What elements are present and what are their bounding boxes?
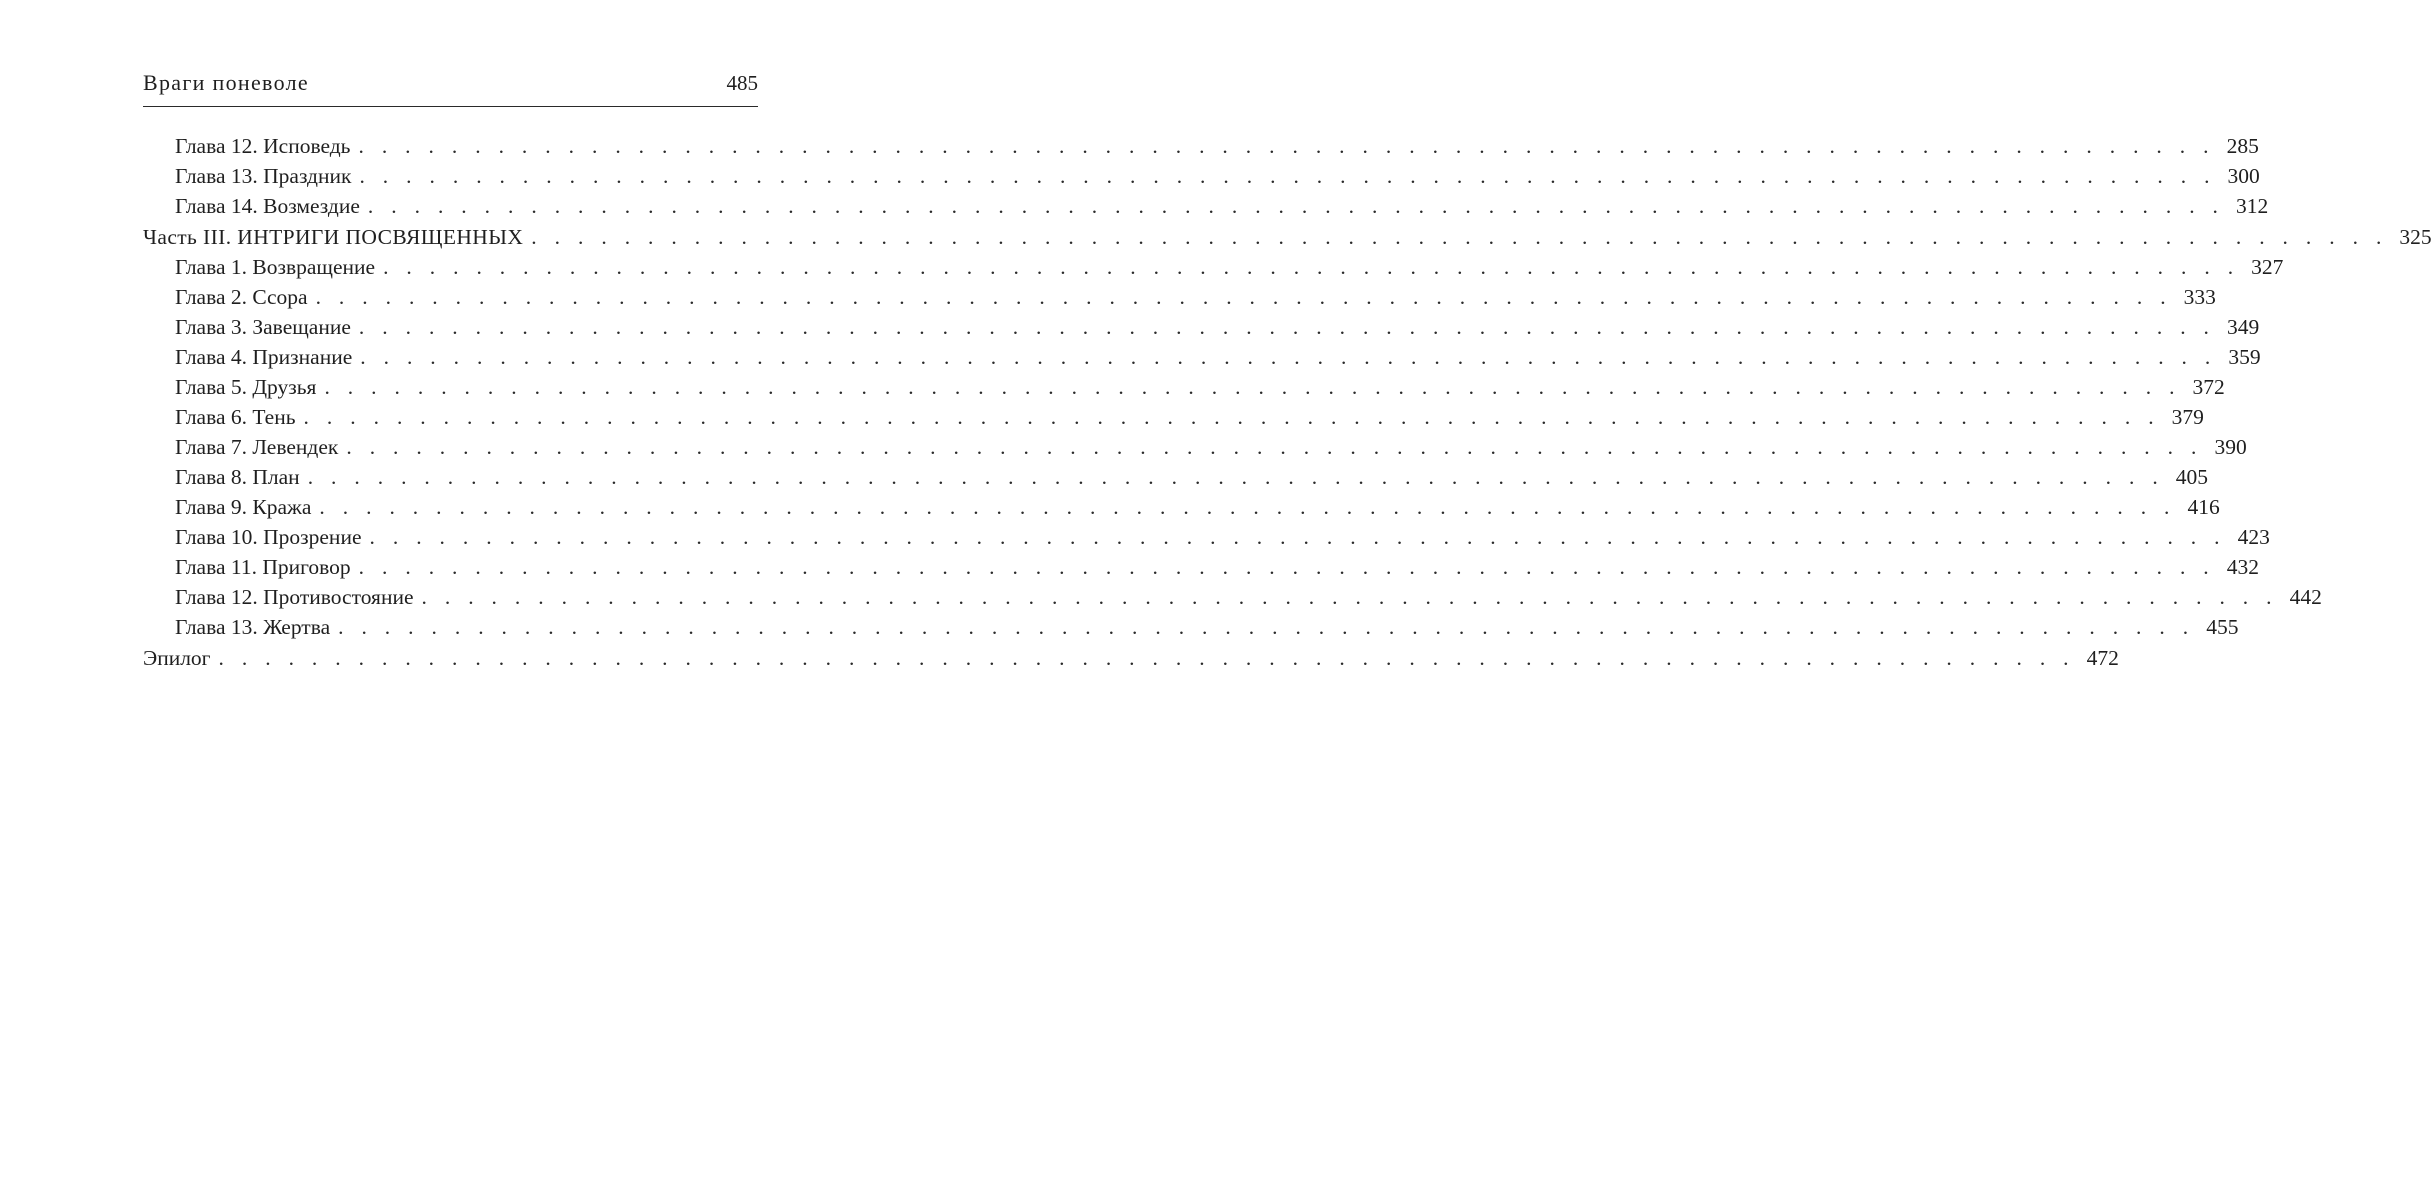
toc-entry-title: Глава 8. План <box>175 465 300 489</box>
book-page <box>143 0 2432 1200</box>
toc-entry-page: 312 <box>2235 194 2269 218</box>
toc-entry-title: Глава 2. Ссора <box>175 285 308 309</box>
toc-entry-page: 327 <box>2251 255 2284 279</box>
toc-entry-page: 416 <box>2187 495 2220 519</box>
toc-chapter-entry <box>143 191 2269 221</box>
dot-leader: . . . . . . . . . . . . . . . . . . . . . . . . . . . . . . . . . . . . . . . . . . . . . . . . . . . . . . . . . . . . . . . . . . . . . . . . . . . . . . . . <box>319 495 2176 519</box>
dot-leader: . . . . . . . . . . . . . . . . . . . . . . . . . . . . . . . . . . . . . . . . . . . . . . . . . . . . . . . . . . . . . . . . . . . . . . . . . . . . . . . . <box>531 225 2388 249</box>
toc-chapter-entry <box>143 161 2260 191</box>
toc-entry-title: Глава 4. Признание <box>175 345 353 369</box>
dot-leader: . . . . . . . . . . . . . . . . . . . . . . . . . . . . . . . . . . . . . . . . . . . . . . . . . . . . . . . . . . . . . . . . . . . . . . . . . . . . . . . . <box>421 585 2278 609</box>
toc-part-entry <box>143 643 2119 673</box>
page-number: 485 <box>726 71 758 95</box>
toc-entry-page: 455 <box>2206 615 2239 639</box>
toc-entry-page: 390 <box>2214 435 2247 459</box>
toc-entry-title: Глава 9. Кража <box>175 495 312 519</box>
toc-entry-title: Глава 7. Левендек <box>175 435 339 459</box>
dot-leader: . . . . . . . . . . . . . . . . . . . . . . . . . . . . . . . . . . . . . . . . . . . . . . . . . . . . . . . . . . . . . . . . . . . . . . . . . . . . . . . . <box>383 255 2240 279</box>
toc-chapter-entry <box>143 432 2247 462</box>
dot-leader: . . . . . . . . . . . . . . . . . . . . . . . . . . . . . . . . . . . . . . . . . . . . . . . . . . . . . . . . . . . . . . . . . . . . . . . . . . . . . . . . <box>338 615 2195 639</box>
dot-leader: . . . . . . . . . . . . . . . . . . . . . . . . . . . . . . . . . . . . . . . . . . . . . . . . . . . . . . . . . . . . . . . . . . . . . . . . . . . . . . . . <box>315 285 2172 309</box>
toc-chapter-entry <box>143 582 2322 612</box>
dot-leader: . . . . . . . . . . . . . . . . . . . . . . . . . . . . . . . . . . . . . . . . . . . . . . . . . . . . . . . . . . . . . . . . . . . . . . . . . . . . . . . . <box>358 555 2215 579</box>
toc-entry-title: Глава 10. Прозрение <box>175 525 362 549</box>
toc-part-entry <box>143 222 2432 252</box>
toc-entry-title: Глава 12. Исповедь <box>175 134 351 158</box>
toc-entry-title: Глава 3. Завещание <box>175 315 351 339</box>
toc-entry-title: Глава 13. Праздник <box>175 164 352 188</box>
toc-entry-title: Эпилог <box>143 646 211 670</box>
toc-chapter-entry <box>143 372 2225 402</box>
toc-entry-page: 405 <box>2175 465 2209 489</box>
toc-entry-page: 442 <box>2289 585 2322 609</box>
toc-chapter-entry <box>143 312 2260 342</box>
header-rule <box>143 106 758 107</box>
table-of-contents <box>143 131 2432 673</box>
dot-leader: . . . . . . . . . . . . . . . . . . . . . . . . . . . . . . . . . . . . . . . . . . . . . . . . . . . . . . . . . . . . . . . . . . . . . . . . . . . . . . . . <box>360 345 2217 369</box>
toc-entry-title: Глава 12. Противостояние <box>175 585 414 609</box>
toc-entry-page: 432 <box>2226 555 2259 579</box>
toc-entry-page: 372 <box>2192 375 2225 399</box>
running-title: Враги поневоле <box>143 70 309 95</box>
toc-chapter-entry <box>143 462 2209 492</box>
dot-leader: . . . . . . . . . . . . . . . . . . . . . . . . . . . . . . . . . . . . . . . . . . . . . . . . . . . . . . . . . . . . . . . . . . . . . . . . . . . . . . . . <box>303 405 2160 429</box>
toc-chapter-entry <box>143 282 2216 312</box>
toc-entry-page: 333 <box>2183 285 2216 309</box>
dot-leader: . . . . . . . . . . . . . . . . . . . . . . . . . . . . . . . . . . . . . . . . . . . . . . . . . . . . . . . . . . . . . . . . . . . . . . . . . . . . . . . . <box>346 435 2203 459</box>
dot-leader: . . . . . . . . . . . . . . . . . . . . . . . . . . . . . . . . . . . . . . . . . . . . . . . . . . . . . . . . . . . . . . . . . . . . . . . . . . . . . . . . <box>307 465 2165 489</box>
toc-entry-page: 359 <box>2228 345 2261 369</box>
toc-entry-title: Часть III. ИНТРИГИ ПОСВЯЩЕННЫХ <box>143 225 524 249</box>
toc-entry-page: 349 <box>2226 315 2260 339</box>
toc-entry-title: Глава 1. Возвращение <box>175 255 376 279</box>
toc-entry-page: 379 <box>2171 405 2204 429</box>
toc-entry-page: 300 <box>2227 164 2260 188</box>
toc-entry-page: 472 <box>2086 646 2119 670</box>
toc-entry-page: 325 <box>2399 225 2432 249</box>
toc-entry-title: Глава 6. Тень <box>175 405 296 429</box>
dot-leader: . . . . . . . . . . . . . . . . . . . . . . . . . . . . . . . . . . . . . . . . . . . . . . . . . . . . . . . . . . . . . . . . . . . . . . . . . . . . . . . . <box>324 375 2181 399</box>
dot-leader: . . . . . . . . . . . . . . . . . . . . . . . . . . . . . . . . . . . . . . . . . . . . . . . . . . . . . . . . . . . . . . . . . . . . . . . . . . . . . . . . <box>367 194 2225 218</box>
toc-entry-page: 285 <box>2226 134 2259 158</box>
toc-chapter-entry <box>143 131 2259 161</box>
running-head <box>143 66 758 100</box>
toc-chapter-entry <box>143 252 2284 282</box>
dot-leader: . . . . . . . . . . . . . . . . . . . . . . . . . . . . . . . . . . . . . . . . . . . . . . . . . . . . . . . . . . . . . . . . . . . . . . . . . . . . . . . . <box>358 134 2215 158</box>
toc-chapter-entry <box>143 402 2204 432</box>
dot-leader: . . . . . . . . . . . . . . . . . . . . . . . . . . . . . . . . . . . . . . . . . . . . . . . . . . . . . . . . . . . . . . . . . . . . . . . . . . . . . . . . <box>358 315 2216 339</box>
toc-entry-title: Глава 11. Приговор <box>175 555 351 579</box>
toc-chapter-entry <box>143 552 2259 582</box>
toc-chapter-entry <box>143 522 2270 552</box>
dot-leader: . . . . . . . . . . . . . . . . . . . . . . . . . . . . . . . . . . . . . . . . . . . . . . . . . . . . . . . . . . . . . . . . . . . . . . . . . . . . . . . . <box>359 164 2216 188</box>
dot-leader: . . . . . . . . . . . . . . . . . . . . . . . . . . . . . . . . . . . . . . . . . . . . . . . . . . . . . . . . . . . . . . . . . . . . . . . . . . . . . . . . <box>369 525 2226 549</box>
toc-entry-title: Глава 5. Друзья <box>175 375 317 399</box>
toc-entry-title: Глава 14. Возмездие <box>175 194 360 218</box>
toc-entry-title: Глава 13. Жертва <box>175 615 331 639</box>
toc-entry-page: 423 <box>2237 525 2270 549</box>
toc-chapter-entry <box>143 612 2239 642</box>
toc-chapter-entry <box>143 492 2220 522</box>
toc-chapter-entry <box>143 342 2261 372</box>
dot-leader: . . . . . . . . . . . . . . . . . . . . . . . . . . . . . . . . . . . . . . . . . . . . . . . . . . . . . . . . . . . . . . . . . . . . . . . . . . . . . . . . <box>218 646 2075 670</box>
